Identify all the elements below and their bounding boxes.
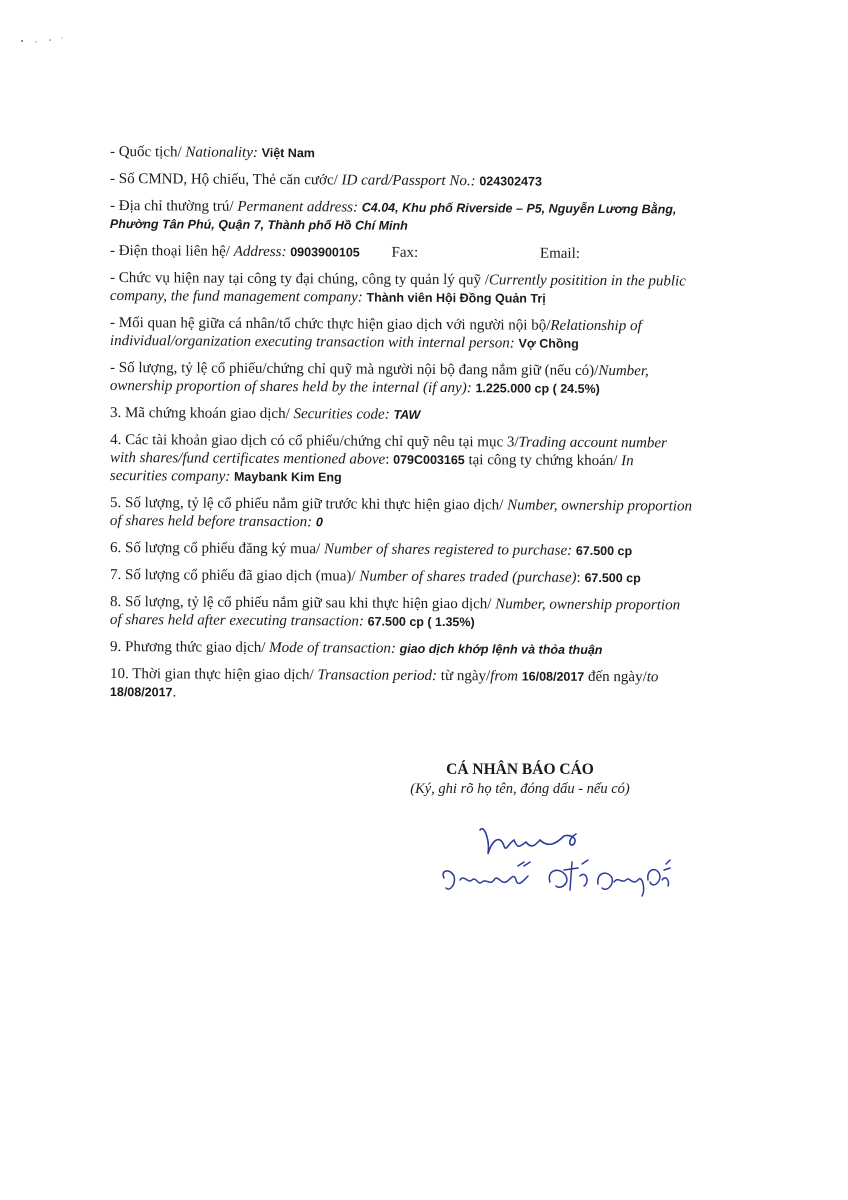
to-date-value: 18/08/2017 (109, 684, 173, 700)
traded-shares-line: 7. Số lượng cổ phiếu đã giao dịch (mua)/ Number of shares traded (purchase): 67.500 cp (109, 567, 641, 586)
to-label: đến ngày/ (584, 668, 647, 686)
email-label: Email: (539, 245, 580, 262)
trading-account-label-en-2: with shares/fund certificates mentioned above (109, 450, 386, 468)
traded-shares-label: 7. Số lượng cổ phiếu đã giao dịch (mua)/ (109, 567, 360, 585)
holding-label: - Số lượng, tỷ lệ cổ phiếu/chứng chỉ quỹ mà người nội bộ đang nắm giữ (nếu có)/ (110, 360, 599, 379)
nationality-value: Việt Nam (261, 145, 315, 161)
position-label-en-2: company, the fund management company: (109, 288, 363, 306)
traded-shares-value: 67.500 cp (584, 570, 641, 586)
phone-label-en: Address: (233, 243, 287, 261)
trading-account-line: 4. Các tài khoản giao dịch có cổ phiếu/chứng chỉ quỹ nêu tại mục 3/Trading account number with shares/fund certificates mentioned above: 079C003165 tại công ty chứng khoán/ In securities company: Maybank Kim Eng (109, 432, 667, 485)
holding-before-label-en-2: of shares held before transaction: (109, 513, 313, 531)
securities-code-label-en: Securities code: (293, 406, 390, 423)
phone-value: 0903900105 (290, 245, 360, 260)
securities-company-label-en-1: In (621, 453, 634, 470)
address-line (110, 197, 765, 237)
registered-shares-label-en: Number of shares registered to purchase: (323, 541, 573, 559)
position-line (110, 269, 765, 309)
holding-after-label-en-1: Number, ownership proportion (495, 596, 681, 614)
nationality-label-en: Nationality: (185, 144, 258, 161)
traded-shares-label-en: Number of shares traded (purchase) (359, 568, 577, 586)
trading-account-label-en-1: Trading account number (518, 434, 667, 452)
transaction-period-label-en: Transaction period: (317, 667, 438, 684)
address-label-en: Permanent address: (237, 198, 359, 216)
securities-company-label: tại công ty chứng khoán/ (464, 452, 622, 470)
registered-shares-label: 6. Số lượng cổ phiếu đăng ký mua/ (109, 540, 325, 558)
holding-value: 1.225.000 cp ( 24.5%) (475, 381, 600, 396)
registered-shares-line (110, 539, 765, 561)
scan-speck-marks (18, 36, 68, 46)
registered-shares-value: 67.500 cp (575, 543, 633, 559)
holding-line (110, 359, 765, 399)
holding-label-en-2: ownership proportion of shares held by the internal (if any): (109, 378, 472, 397)
holding-label-en-1: Number, (598, 362, 649, 380)
to-label-en: to (646, 669, 659, 686)
declaration-body (110, 143, 765, 710)
securities-company-value: Maybank Kim Eng (233, 469, 342, 485)
holding-before-line (110, 494, 765, 534)
relationship-label-en-1: Relationship of (550, 317, 642, 335)
signature-block (380, 760, 660, 798)
position-label: - Chức vụ hiện nay tại công ty đại chúng, công ty quản lý quỹ / (110, 270, 489, 289)
holding-after-label-en-2: of shares held after executing transaction: (109, 612, 364, 630)
transaction-mode-line (110, 638, 765, 660)
position-value: Thành viên Hội Đồng Quản Trị (366, 290, 546, 306)
signature-title: CÁ NHÂN BÁO CÁO (446, 761, 594, 778)
transaction-mode-value: giao dịch khớp lệnh và thỏa thuận (399, 641, 603, 658)
relationship-label: - Mối quan hệ giữa cá nhân/tổ chức thực hiện giao dịch với người nội bộ/ (110, 315, 551, 334)
holding-before-label: 5. Số lượng, tỷ lệ cổ phiếu nắm giữ trước khi thực hiện giao dịch/ (110, 495, 508, 514)
address-label: - Địa chỉ thường trú/ (110, 198, 238, 215)
position-label-en-1: Currently positition in the public (488, 272, 686, 290)
signature-subtitle: (Ký, ghi rõ họ tên, đóng dấu - nếu có) (410, 781, 630, 797)
fax-label: Fax: (391, 244, 419, 261)
from-date-value: 16/08/2017 (521, 669, 585, 684)
transaction-mode-label: 9. Phương thức giao dịch/ (109, 639, 270, 656)
relationship-line (110, 314, 765, 354)
handwritten-signature (420, 810, 680, 920)
address-value-1: C4.04, Khu phố Riverside – P5, Nguyễn Lương Bằng, (361, 200, 677, 217)
relationship-value: Vợ Chồng (518, 336, 579, 351)
phone-label: - Điện thoại liên hệ/ (109, 243, 234, 260)
holding-after-label: 8. Số lượng, tỷ lệ cổ phiếu nắm giữ sau khi thực hiện giao dịch/ (110, 594, 496, 613)
securities-code-label: 3. Mã chứng khoán giao dịch/ (109, 405, 294, 423)
transaction-mode-label-en: Mode of transaction: (269, 639, 396, 657)
transaction-period-line: 10. Thời gian thực hiện giao dịch/ Transaction period: từ ngày/from 16/08/2017 đến ngày/to 18/08/2017. (109, 666, 659, 701)
holding-before-label-en-1: Number, ownership proportion (507, 497, 693, 515)
holding-before-value: 0 (315, 515, 323, 530)
nationality-line (110, 143, 765, 165)
address-value-2: Phường Tân Phú, Quận 7, Thành phố Hồ Chí Minh (109, 216, 408, 233)
id-card-label: - Số CMND, Hộ chiếu, Thẻ căn cước/ (109, 171, 342, 189)
relationship-label-en-2: individual/organization executing transaction with internal person: (109, 333, 515, 352)
nationality-label: - Quốc tịch/ (109, 144, 186, 161)
id-card-line (110, 170, 765, 192)
securities-code-value: TAW (393, 407, 421, 422)
from-label: từ ngày/ (437, 667, 491, 685)
id-card-label-en: ID card/Passport No.: (341, 172, 476, 190)
transaction-period-label: 10. Thời gian thực hiện giao dịch/ (110, 666, 318, 684)
holding-after-value: 67.500 cp ( 1.35%) (367, 614, 475, 630)
trading-account-value: 079C003165 (393, 452, 465, 468)
trading-account-label: 4. Các tài khoản giao dịch có cổ phiếu/chứng chỉ quỹ nêu tại mục 3/ (110, 432, 519, 451)
holding-after-line (110, 593, 765, 633)
from-label-en: from (490, 668, 519, 685)
id-card-value: 024302473 (479, 174, 542, 189)
securities-company-label-en-2: securities company: (109, 467, 231, 485)
securities-code-line (110, 404, 765, 426)
phone-line (110, 242, 765, 264)
